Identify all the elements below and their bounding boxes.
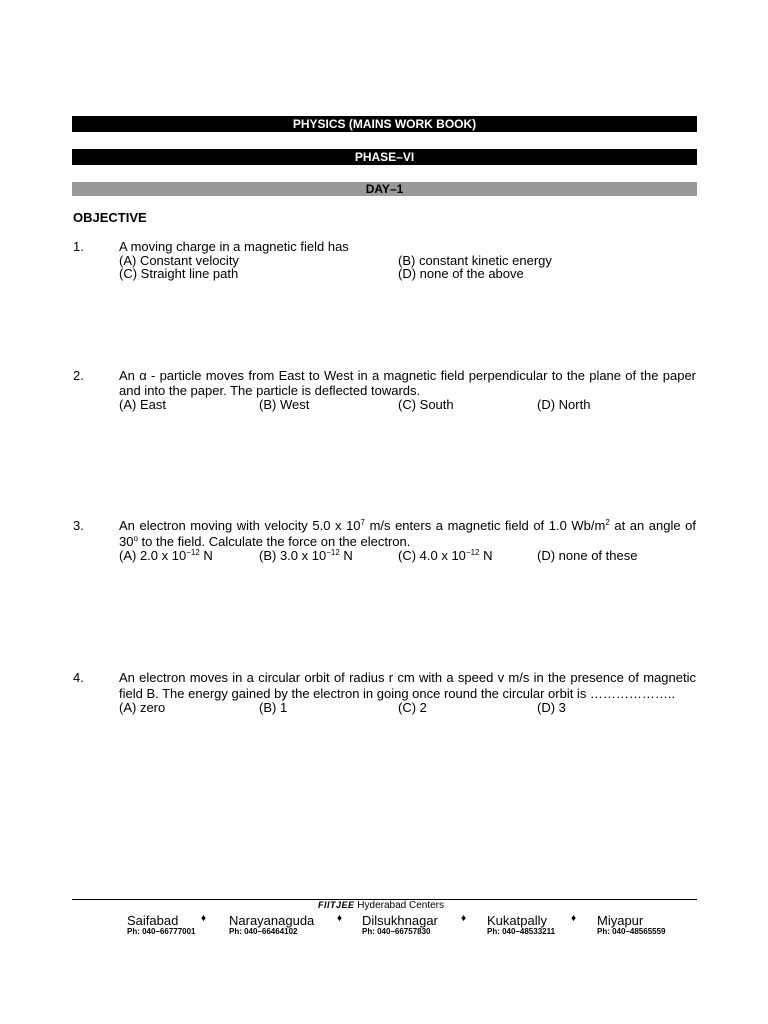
center-name: Miyapur xyxy=(597,913,644,928)
text-part: - particle moves from East to West in a magnetic field perpendicular to the plane of the paper and into the paper. The particle is deflected towards. xyxy=(119,368,697,398)
footer-heading xyxy=(318,900,444,911)
option-b: (B) West xyxy=(259,397,310,412)
center-phone: Ph: 040–66757830 xyxy=(362,927,431,936)
text-part: An electron moving with velocity 5.0 x 10 xyxy=(119,518,361,533)
text-part: to the field. Calculate the force on the electron. xyxy=(137,534,411,549)
exponent: 2 xyxy=(605,518,610,527)
alpha-symbol: α xyxy=(139,368,147,383)
option-b: (B) 3.0 x $10^{-12}$ N xyxy=(259,548,353,563)
fiitjee-logo: FIITJEE xyxy=(318,900,355,910)
option-d: (D) 3 xyxy=(537,700,566,715)
option-b: (B) constant kinetic energy xyxy=(398,253,552,268)
separator-diamond: ♦ xyxy=(461,913,467,924)
question-text: A moving charge in a magnetic field has xyxy=(119,239,349,254)
question-text xyxy=(119,368,696,398)
center-dilsukhnagar xyxy=(362,913,438,928)
question-text: An electron moves in a circular orbit of radius r cm with a speed v m/s in the presence of magnetic field B. The energy gained by the electron in going once round the circular orbit is ……………….. xyxy=(119,670,696,701)
option-a: (A) East xyxy=(119,397,166,412)
phase-bar xyxy=(72,149,697,165)
center-name: Saifabad xyxy=(127,913,179,928)
option-d: (D) North xyxy=(537,397,591,412)
option-a: (A) 2.0 x $10^{-12}$ N xyxy=(119,548,213,563)
option-d: (D) none of the above xyxy=(398,266,524,281)
separator-diamond: ♦ xyxy=(337,913,343,924)
center-phone: Ph: 040–48533211 xyxy=(487,927,556,936)
center-narayanaguda xyxy=(229,913,314,928)
option-c: (C) 4.0 x $10^{-12}$ N xyxy=(398,548,493,563)
center-name: Narayanaguda xyxy=(229,913,315,928)
section-heading: OBJECTIVE xyxy=(73,210,147,225)
question-number: 1. xyxy=(73,239,84,254)
phase-label: PHASE–VI xyxy=(354,150,415,164)
option-c: (C) South xyxy=(398,397,454,412)
center-kukatpally xyxy=(487,913,547,928)
center-miyapur xyxy=(597,913,643,928)
option-b: (B) 1 xyxy=(259,700,288,715)
text-part: m/s enters a magnetic field of 1.0 Wb/m xyxy=(365,518,606,533)
footer-divider xyxy=(72,899,697,900)
option-d: (D) none of these xyxy=(537,548,638,563)
separator-diamond: ♦ xyxy=(201,913,207,924)
text-part: An xyxy=(119,368,140,383)
center-saifabad xyxy=(127,913,178,928)
option-c: (C) Straight line path xyxy=(119,266,239,281)
center-phone: Ph: 040–66464102 xyxy=(229,927,298,936)
degree-symbol: o xyxy=(133,534,138,543)
option-a: (A) Constant velocity xyxy=(119,253,239,268)
book-title: PHYSICS (MAINS WORK BOOK) xyxy=(292,117,477,131)
book-title-bar xyxy=(72,116,697,132)
text-part: at an angle of 30 xyxy=(119,518,696,549)
question-number: 4. xyxy=(73,670,84,685)
centers-heading: Hyderabad Centers xyxy=(357,900,445,911)
center-phone: Ph: 040–66777001 xyxy=(127,927,196,936)
center-name: Dilsukhnagar xyxy=(362,913,438,928)
option-c: (C) 2 xyxy=(398,700,427,715)
question-number: 2. xyxy=(73,368,84,383)
center-phone: Ph: 040–48565559 xyxy=(597,927,666,936)
separator-diamond: ♦ xyxy=(571,913,577,924)
question-text xyxy=(119,518,696,550)
day-label: DAY–1 xyxy=(365,182,404,196)
center-name: Kukatpally xyxy=(487,913,547,928)
day-bar xyxy=(72,182,697,196)
exponent: 7 xyxy=(360,518,365,527)
question-number: 3. xyxy=(73,518,84,533)
option-a: (A) zero xyxy=(119,700,166,715)
